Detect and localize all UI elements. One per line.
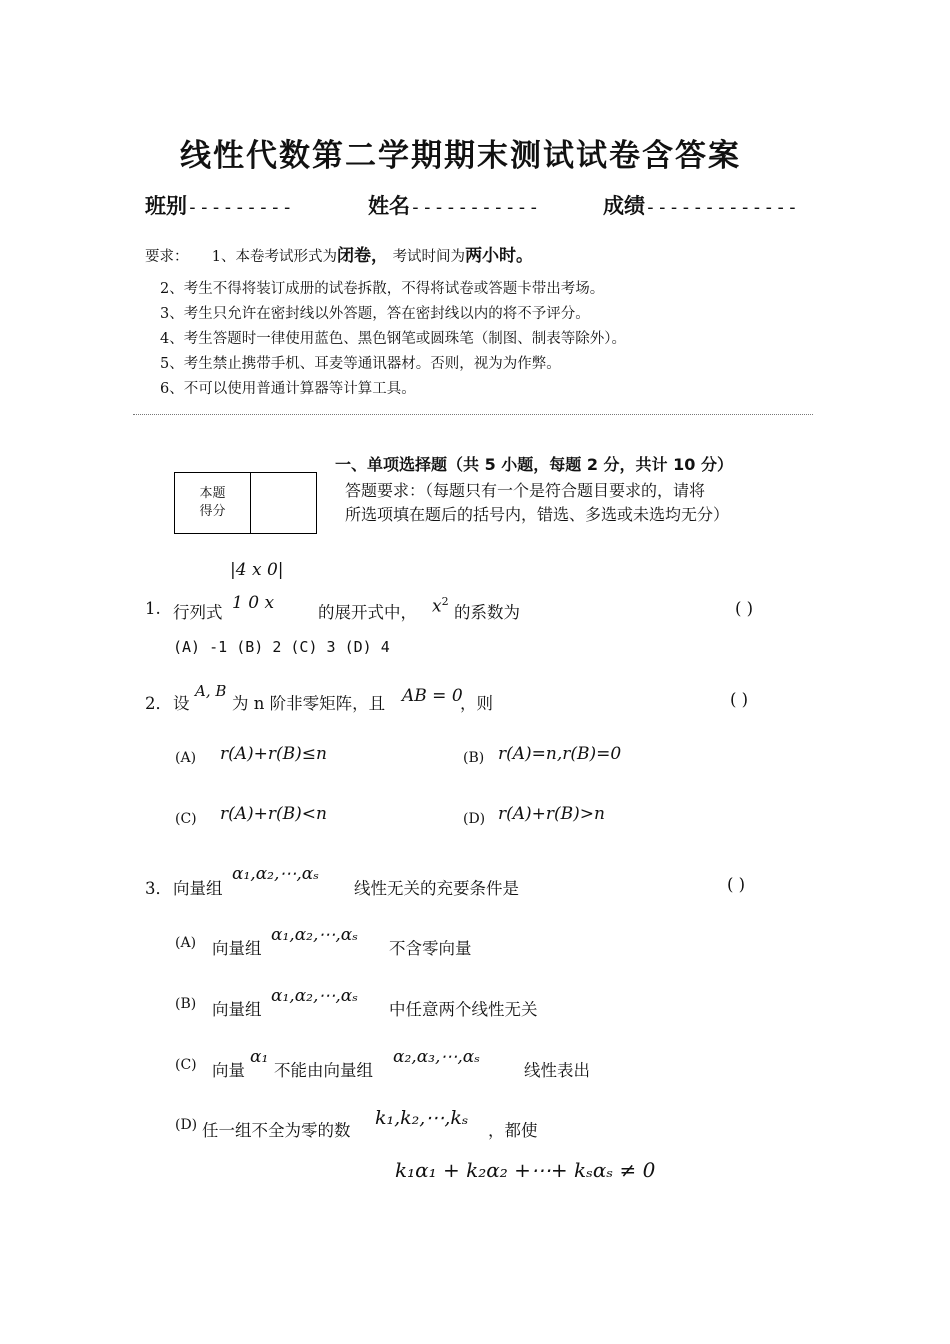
requirement-6: 6、不可以使用普通计算器等计算工具。 <box>160 381 416 397</box>
q2-vars: A, B <box>195 682 227 700</box>
requirement-1 <box>145 241 533 266</box>
requirement-1-mid: 考试时间为 <box>392 249 466 265</box>
q2-pre: 设 <box>173 694 190 713</box>
requirement-1-closed: 闭卷， <box>336 246 388 266</box>
q3-option-b-pre: 向量组 <box>212 1000 262 1019</box>
q3-option-d-label: (D) <box>175 1117 198 1133</box>
q3-option-a-pre: 向量组 <box>212 939 262 958</box>
score-field[interactable] <box>603 190 799 220</box>
page-title: 线性代数第二学期期末测试试卷含答案 <box>180 138 741 174</box>
requirement-3: 3、考生只允许在密封线以外答题，答在密封线以内的将不予评分。 <box>160 306 590 322</box>
q3-option-d-vec: k₁,k₂,⋯,kₛ <box>375 1107 469 1129</box>
requirement-2: 2、考生不得将装订成册的试卷拆散，不得将试卷或答题卡带出考场。 <box>160 281 605 297</box>
q2-option-d: r(A)+r(B)>n <box>498 804 605 824</box>
q3-option-c-mid: 不能由向量组 <box>274 1061 373 1080</box>
section-1-heading: 一、单项选择题（共 5 小题，每题 2 分，共计 10 分） <box>335 455 733 474</box>
q3-option-a-label: (A) <box>175 935 197 951</box>
q3-option-b-post: 中任意两个线性无关 <box>389 1000 538 1019</box>
q3-post: 线性无关的充要条件是 <box>354 879 519 898</box>
requirement-4: 4、考生答题时一律使用蓝色、黑色钢笔或圆珠笔（制图、制表等除外）。 <box>160 331 626 347</box>
score-box-value[interactable] <box>251 473 316 533</box>
q1-mid: 的展开式中， <box>318 603 417 622</box>
q2-condition: AB = 0 <box>402 686 463 706</box>
q3-option-c-pre: 向量 <box>212 1061 245 1080</box>
q1-answer-paren[interactable]: ( ) <box>735 599 754 618</box>
section-1-req-2: 所选项填在题后的括号内，错选、多选或未选均无分） <box>345 505 730 524</box>
requirements-lead: 要求： <box>145 249 189 265</box>
name-label: 姓名 <box>368 193 410 218</box>
score-box <box>174 472 317 534</box>
q3-option-a-post: 不含零向量 <box>389 939 472 958</box>
name-blank: ----------- <box>410 197 541 218</box>
q3-option-d-formula: k₁α₁ + k₂α₂ +⋯+ kₛαₛ ≠ 0 <box>395 1158 656 1182</box>
q3-pre: 向量组 <box>173 879 223 898</box>
score-label: 成绩 <box>603 193 645 218</box>
q3-answer-paren[interactable]: ( ) <box>727 875 746 894</box>
score-blank: ------------- <box>645 197 799 218</box>
q3-option-d-pre: 任一组不全为零的数 <box>202 1121 351 1140</box>
q2-option-b-label: (B) <box>463 750 485 766</box>
score-box-line1: 本题 <box>199 486 226 501</box>
requirement-5: 5、考生禁止携带手机、耳麦等通讯器材。否则，视为为作弊。 <box>160 356 561 372</box>
q2-post: ，则 <box>460 694 493 713</box>
q3-option-b-label: (B) <box>175 996 197 1012</box>
q1-pre: 行列式 <box>173 603 223 622</box>
q1-post: 的系数为 <box>454 603 520 622</box>
q1-options: (A) -1 (B) 2 (C) 3 (D) 4 <box>173 638 390 656</box>
q2-number: 2． <box>145 694 172 713</box>
score-box-label <box>175 473 251 533</box>
section-1-req-1: 答题要求：（每题只有一个是符合题目要求的，请将 <box>345 481 706 500</box>
q3-option-c-vec1: α₁ <box>250 1047 269 1067</box>
q1-var: x <box>432 596 442 617</box>
score-box-line2: 得分 <box>199 504 226 519</box>
q2-option-b: r(A)=n,r(B)=0 <box>498 744 622 764</box>
q1-number: 1. <box>145 599 161 618</box>
q2-option-c-label: (C) <box>175 811 197 827</box>
q3-option-c-vec2: α₂,α₃,⋯,αₛ <box>393 1047 481 1067</box>
q3-option-c-post: 线性表出 <box>524 1061 590 1080</box>
q1-term <box>432 595 449 617</box>
q2-option-c: r(A)+r(B)<n <box>220 804 327 824</box>
requirement-1-duration: 两小时。 <box>465 246 534 266</box>
q1-det-row-1: |4 x 0| <box>230 560 284 580</box>
q3-option-d-post: ，都使 <box>488 1121 538 1140</box>
seal-divider <box>133 414 813 415</box>
q2-answer-paren[interactable]: ( ) <box>730 690 749 709</box>
class-field[interactable] <box>145 190 294 220</box>
q2-option-d-label: (D) <box>463 811 486 827</box>
q3-option-b-vec: α₁,α₂,⋯,αₛ <box>271 986 359 1006</box>
q2-option-a: r(A)+r(B)≤n <box>220 744 327 764</box>
q1-exponent: 2 <box>441 595 449 608</box>
q2-mid: 为 n 阶非零矩阵，且 <box>232 694 386 713</box>
class-blank: --------- <box>187 197 294 218</box>
q3-vector-set: α₁,α₂,⋯,αₛ <box>232 864 320 884</box>
q3-option-c-label: (C) <box>175 1057 197 1073</box>
name-field[interactable] <box>368 190 540 220</box>
q2-option-a-label: (A) <box>175 750 197 766</box>
q3-option-a-vec: α₁,α₂,⋯,αₛ <box>271 925 359 945</box>
q1-det-row-2: 1 0 x <box>232 593 275 613</box>
q3-number: 3． <box>145 879 172 898</box>
class-label: 班别 <box>145 193 187 218</box>
requirement-1-pre: 1、本卷考试形式为 <box>211 249 337 265</box>
